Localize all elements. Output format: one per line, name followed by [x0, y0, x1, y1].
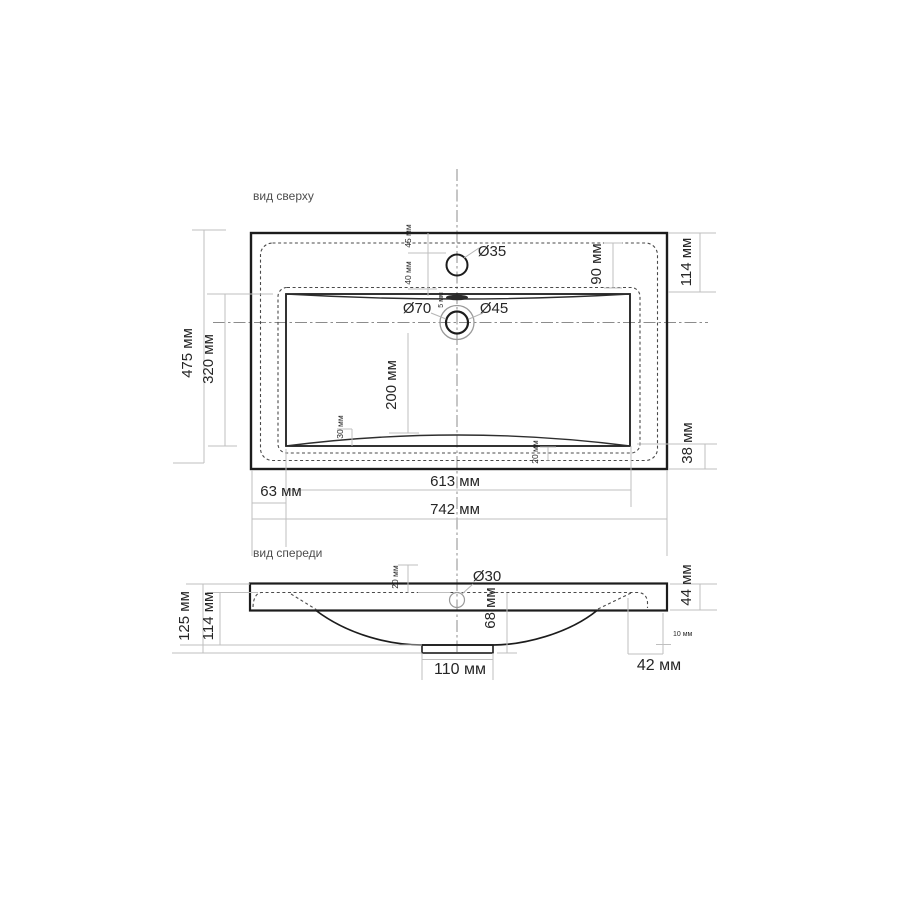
dim-label-90: 90 мм [588, 243, 605, 285]
dim-label-110: 110 мм [434, 661, 486, 678]
dim-label-613: 613 мм [430, 473, 480, 490]
dim-label-114-front: 114 мм [200, 591, 217, 641]
dim-label-30: 30 мм [335, 415, 345, 439]
dim-label-d45: Ø45 [479, 300, 509, 317]
overflow-slot [446, 295, 468, 301]
dim-label-68: 68 мм [482, 587, 499, 629]
dim-label-5: 5 мм [438, 292, 445, 308]
dim-label-200: 200 мм [383, 360, 400, 410]
dim-label-20-front: 20 мм [390, 565, 400, 589]
top-view-title: вид сверху [253, 189, 314, 203]
front-view-title: вид спереди [253, 546, 323, 560]
dim-label-10: 10 мм [673, 631, 693, 638]
dim-label-114-top: 114 мм [678, 237, 695, 287]
dim-label-38: 38 мм [679, 422, 696, 464]
dim-label-42: 42 мм [636, 657, 682, 674]
dim-label-d70: Ø70 [402, 300, 432, 317]
dim-label-63: 63 мм [260, 483, 302, 500]
dim-label-44: 44 мм [678, 564, 695, 606]
dim-label-125: 125 мм [176, 591, 193, 641]
dim-label-742: 742 мм [430, 501, 480, 518]
dim-label-475: 475 мм [179, 328, 196, 378]
dim-label-d35: Ø35 [477, 243, 507, 260]
dim-label-45: 45 мм [403, 224, 413, 248]
dim-label-40: 40 мм [403, 261, 413, 285]
dim-label-20-top: 20 мм [530, 440, 540, 464]
dim-label-320: 320 мм [200, 334, 217, 384]
dim-label-d30: Ø30 [472, 568, 502, 585]
